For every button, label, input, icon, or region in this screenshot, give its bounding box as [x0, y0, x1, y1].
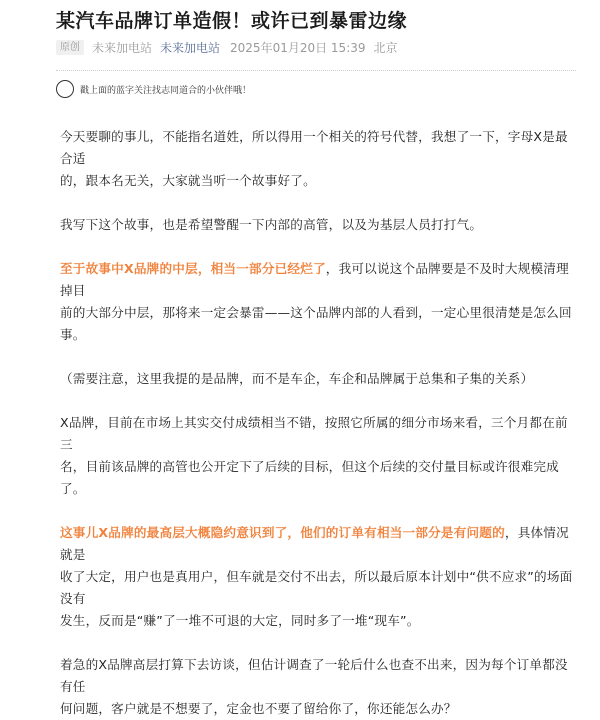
paragraph-2: 我写下这个故事，也是希望警醒一下内部的高管，以及为基层人员打打气。 — [60, 217, 483, 232]
follow-text: 戳上面的蓝字关注找志同道合的小伙伴哦！ — [80, 85, 252, 96]
paragraph-5: X品牌，目前在市场上其实交付成绩相当不错，按照它所属的细分市场来看，三个月都在前三 名，目前该品牌的高管也公开定下了后续的目标，但这个后续的交付量目标或许很难完成了。 — [60, 415, 568, 496]
paragraph-6: 这事儿X品牌的最高层大概隐约意识到了，他们的订单有相当一部分是有问题的，具体情况就是 收了大定，用户也是真用户，但车就是交付不出去，所以最后原本计划中“供不应求”的场面没有 发生，反而是“赚”了一堆不可退的大定，同时多了一堆“现车”。 — [60, 525, 573, 628]
circle-icon — [56, 80, 74, 98]
highlight-text: 这事儿X品牌的最高层大概隐约意识到了，他们的订单有相当一部分是有问题的 — [60, 525, 505, 540]
paragraph-4: （需要注意，这里我提的是品牌，而不是车企，车企和品牌属于总集和子集的关系） — [60, 371, 534, 386]
author-name: 未来加电站 — [92, 40, 153, 55]
paragraph-1: 今天要聊的事儿，不能指名道姓，所以得用一个相关的符号代替，我想了一下，字母X是最合适 的，跟本名无关，大家就当听一个故事好了。 — [60, 129, 568, 188]
article-title: 某汽车品牌订单造假！或许已到暴雷边缘 — [56, 10, 408, 32]
publish-location: 北京 — [373, 40, 398, 55]
paragraph-3: 至于故事中X品牌的中层，相当一部分已经烂了，我可以说这个品牌要是不及时大规模清理掉目 前的大部分中层，那将来一定会暴雷——这个品牌内部的人看到，一定心里很清楚是怎么回事。 — [60, 261, 572, 342]
follow-prompt — [56, 80, 251, 98]
header-divider — [56, 70, 576, 71]
article-meta — [56, 39, 398, 55]
original-badge: 原创 — [56, 40, 84, 55]
publish-date: 2025年01月20日 15:39 — [230, 40, 366, 55]
article-body — [60, 126, 580, 720]
account-link[interactable]: 未来加电站 — [160, 40, 221, 55]
highlight-text: 至于故事中X品牌的中层，相当一部分已经烂了 — [60, 261, 326, 276]
paragraph-7: 着急的X品牌高层打算下去访谈，但估计调查了一轮后什么也查不出来，因为每个订单都没有任 何问题，客户就是不想要了，定金也不要了留给你了，你还能怎么办？ — [60, 657, 568, 716]
